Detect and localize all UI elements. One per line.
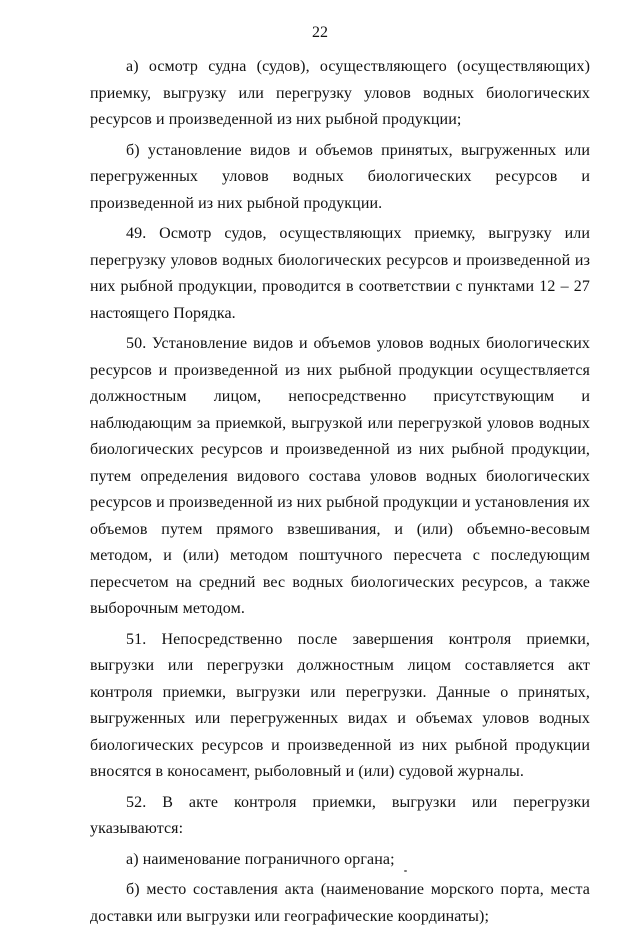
paragraph-52a: а) наименование пограничного органа; [126, 850, 395, 868]
paragraph-51: 51. Непосредственно после завершения контроля приемки, выгрузки или перегрузки должностным лицом составляется акт контроля приемки, выгрузки или перегрузки. Данные о принятых, выгруженных или перегруженных видах и объемах уловов водных биологических ресурсов и произведенной из них рыбной продукции вносятся в коносамент, рыболовный и (или) судовой журналы. [90, 630, 590, 780]
page-number: 22 [312, 24, 328, 41]
paragraph-52: 52. В акте контроля приемки, выгрузки или перегрузки указываются: [90, 793, 590, 837]
paragraph-48b: б) установление видов и объемов принятых, выгруженных или перегруженных уловов водных биологических ресурсов и произведенной из них рыбной продукции. [90, 141, 590, 212]
document-body [90, 54, 590, 930]
paragraph-50: 50. Установление видов и объемов уловов водных биологических ресурсов и произведенной из них рыбной продукции осуществляется должностным лицом, непосредственно присутствующим и наблюдающим за приемкой, выгрузкой или перегрузкой уловов водных биологических ресурсов и произведенной из них рыбной продукции, путем определения видового состава уловов водных биологических ресурсов и произведенной из них рыбной продукции и установления их объемов путем прямого взвешивания, и (или) объемно-весовым методом, и (или) методом поштучного пересчета с последующим пересчетом на средний вес водных биологических ресурсов, а также выборочным методом. [90, 335, 590, 617]
paragraph-49: 49. Осмотр судов, осуществляющих приемку, выгрузку или перегрузку уловов водных биологических ресурсов и произведенной из них рыбной продукции, проводится в соответствии с пунктами 12 – 27 настоящего Порядка. [90, 225, 590, 322]
scan-speck [404, 870, 407, 872]
paragraph-52b: б) место составления акта (наименование морского порта, места доставки или выгрузки или географические координаты); [90, 881, 590, 925]
paragraph-48a: а) осмотр судна (судов), осуществляющего (осуществляющих) приемку, выгрузку или перегрузку уловов водных биологических ресурсов и произведенной из них рыбной продукции; [90, 58, 590, 128]
